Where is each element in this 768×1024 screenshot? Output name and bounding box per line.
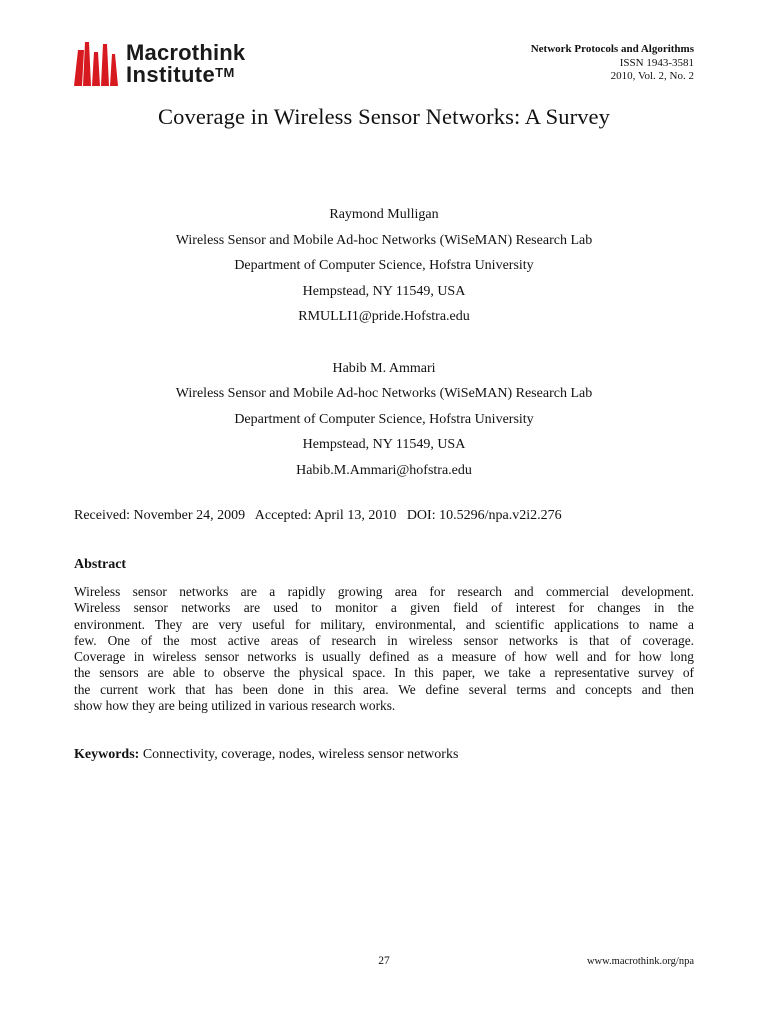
- author-name: Raymond Mulligan: [329, 207, 439, 222]
- abstract-line: the current work that has been done in this area. We define several terms and concepts and then: [74, 681, 694, 697]
- abstract-line: the sensors are able to observe the physical space. In this paper, we take a representative survey of: [74, 665, 694, 681]
- paper-title: Coverage in Wireless Sensor Networks: A Survey: [158, 104, 610, 129]
- logo-wordmark: [126, 42, 245, 86]
- author-list: [0, 202, 768, 483]
- macrothink-logo-mark: [74, 42, 122, 86]
- keywords: [74, 747, 458, 763]
- journal-info: [531, 43, 694, 84]
- abstract-line: Wireless sensor networks are used to monitor a given field of interest for changes in the: [74, 600, 694, 616]
- logo-line-1: Macrothink: [126, 40, 246, 65]
- journal-issn: ISSN 1943-3581: [619, 56, 694, 69]
- author-block: [0, 202, 768, 330]
- abstract-heading: Abstract: [74, 557, 127, 572]
- received-dates-doi: Received: November 24, 2009 Accepted: April 13, 2010 DOI: 10.5296/npa.v2i2.276: [74, 508, 562, 523]
- logo-line-2: Institute: [126, 62, 216, 87]
- logo-trademark: TM: [215, 65, 235, 80]
- page-number: 27: [378, 955, 390, 967]
- abstract-line: Coverage in wireless sensor networks is usually defined as a measure of how well and for how long: [74, 649, 694, 665]
- publisher-logo: [74, 42, 274, 90]
- author-email: Habib.M.Ammari@hofstra.edu: [296, 462, 472, 478]
- author-lab: Wireless Sensor and Mobile Ad-hoc Networks (WiSeMAN) Research Lab: [175, 232, 593, 248]
- abstract-line: Wireless sensor networks are a rapidly growing area for research and commercial development.: [74, 584, 694, 599]
- journal-url: www.macrothink.org/npa: [586, 956, 694, 967]
- author-department: Department of Computer Science, Hofstra University: [234, 258, 534, 273]
- author-name: Habib M. Ammari: [332, 360, 436, 376]
- author-address: Hempstead, NY 11549, USA: [302, 283, 466, 299]
- author-lab: Wireless Sensor and Mobile Ad-hoc Networks (WiSeMAN) Research Lab: [175, 386, 593, 401]
- abstract-body: [74, 584, 694, 714]
- journal-volume: 2010, Vol. 2, No. 2: [610, 70, 694, 82]
- author-email: RMULLI1@pride.Hofstra.edu: [298, 309, 470, 324]
- journal-name: Network Protocols and Algorithms: [530, 43, 694, 55]
- author-address: Hempstead, NY 11549, USA: [302, 437, 466, 452]
- abstract-line: environment. They are very useful for military, environmental, and scientific applications to name a: [74, 616, 694, 632]
- abstract-line: few. One of the most active areas of research in wireless sensor networks is that of coverage.: [74, 632, 694, 648]
- author-department: Department of Computer Science, Hofstra University: [234, 411, 534, 427]
- author-block: [0, 356, 768, 484]
- keywords-text: Connectivity, coverage, nodes, wireless sensor networks: [142, 747, 459, 762]
- keywords-label: Keywords:: [74, 747, 140, 762]
- abstract-line: show how they are being utilized in various research works.: [74, 698, 396, 714]
